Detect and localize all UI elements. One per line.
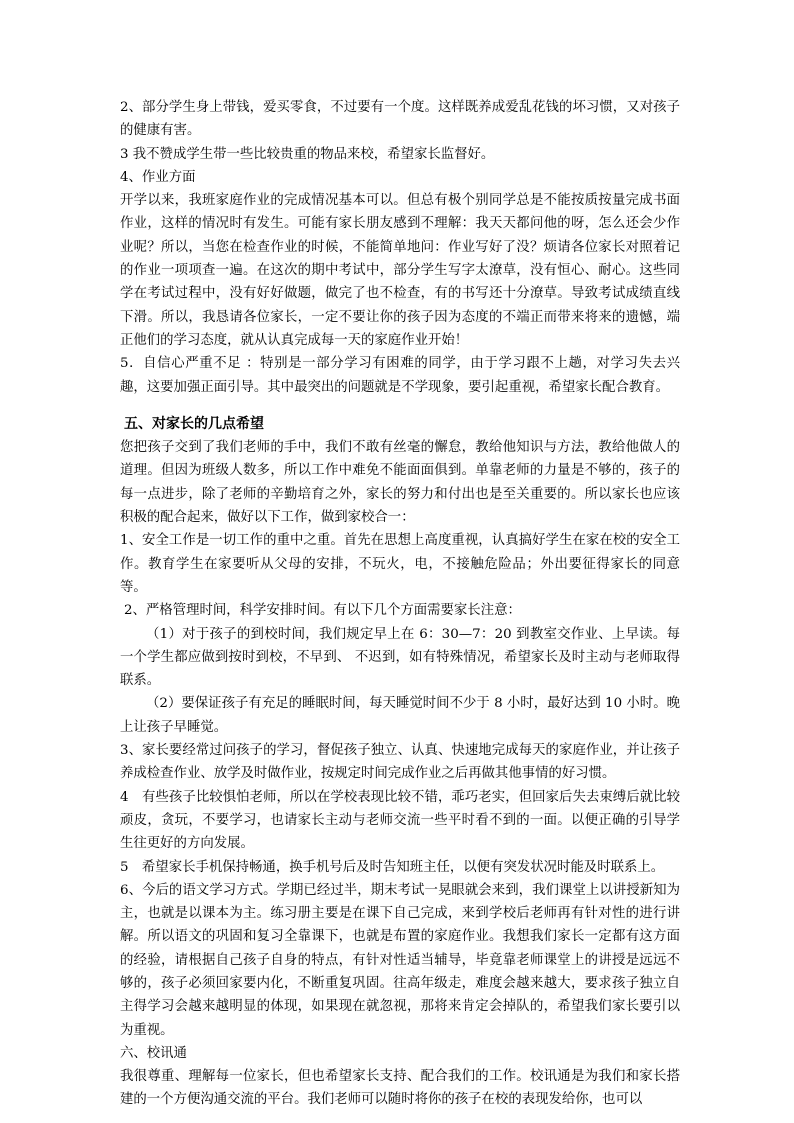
paragraph-phone: 5 希望家长手机保持畅通，换手机号后及时告知班主任，以便有突发状况时能及时联系上。 bbox=[120, 859, 665, 875]
paragraph-school-messaging: 我很尊重、理解每一位家长，但也希望家长支持、配合我们的工作。校讯通是为我们和家长搭建的一个方便沟通交流的平台。我们老师可以随时将你的孩子在校的表现发给你，也可以 bbox=[120, 1069, 680, 1108]
document-page bbox=[120, 96, 680, 1112]
paragraph-valuables: 3 我不赞成学生带一些比较贵重的物品来校，希望家长监督好。 bbox=[120, 146, 495, 162]
heading-homework: 4、作业方面 bbox=[120, 169, 196, 185]
section-heading-parent-hopes: 五、对家长的几点希望 bbox=[124, 415, 264, 432]
paragraph-communication: 4 有些孩子比较惧怕老师，所以在学校表现比较不错，乖巧老实，但回家后失去束缚后就比较顽皮，贪玩，不要学习，也请家长主动与老师交流一些平时看不到的一面。以便正确的引导学生往更好的方向发展。 bbox=[120, 789, 680, 852]
paragraph-arrival-time: （1）对于孩子的到校时间，我们规定早上在 6：30—7：20 到教室交作业、上早读。每一个学生都应做到按时到校，不早到、 不迟到，如有特殊情况，希望家长及时主动与老师取得联系。 bbox=[120, 626, 680, 689]
paragraph-confidence: 5．自信心严重不足 ：特别是一部分学习有困难的同学，由于学习跟不上趟，对学习失去兴趣，这要加强正面引导。其中最突出的问题就是不学现象，要引起重视，希望家长配合教育。 bbox=[120, 356, 680, 395]
paragraph-safety: 1、安全工作是一切工作的重中之重。首先在思想上高度重视，认真搞好学生在家在校的安全工作。教育学生在家要听从父母的安排，不玩火，电，不接触危险品；外出要征得家长的同意等。 bbox=[120, 533, 680, 595]
section-heading-school-messaging: 六、校讯通 bbox=[120, 1045, 187, 1061]
paragraph-chinese-study: 6、今后的语文学习方式。学期已经过半，期末考试一晃眼就会来到，我们课堂上以讲授新知为主，也就是以课本为主。练习册主要是在课下自己完成，来到学校后老师再有针对性的进行讲解。所以语文的巩固和复习全靠课下，也就是布置的家庭作业。我想我们家长一定都有这方面的经验，请根据自己孩子自身的特点，有针对性适当辅导，毕竟靠老师课堂上的讲授是远远不够的，孩子必须回家要内化，不断重复巩固。往高年级走，难度会越来越大，要求孩子独立自主得学习会越来越明显的体现，如果现在就忽视，那将来肯定会掉队的，希望我们家长要引以为重视。 bbox=[120, 882, 680, 1038]
section-gap bbox=[120, 399, 680, 413]
paragraph-time-management: 2、严格管理时间，科学安排时间。有以下几个方面需要家长注意： bbox=[124, 603, 521, 619]
paragraph-pocket-money: 2、部分学生身上带钱，爱买零食，不过要有一个度。这样既养成爱乱花钱的坏习惯，又对孩子的健康有害。 bbox=[120, 100, 680, 139]
paragraph-sleep: （2）要保证孩子有充足的睡眠时间，每天睡觉时间不少于 8 小时，最好达到 10 小时。晚上让孩子早睡觉。 bbox=[120, 696, 680, 735]
paragraph-homework: 开学以来，我班家庭作业的完成情况基本可以。但总有极个别同学总是不能按质按量完成书面作业，这样的情况时有发生。可能有家长朋友感到不理解：我天天都问他的呀，怎么还会少作业呢？所以，当您在检查作业的时候，不能简单地问：作业写好了没？烦请各位家长对照着记的作业一项项查一遍。在这次的期中考试中，部分学生写字太潦草，没有恒心、耐心。这些同学在考试过程中，没有好好做题，做完了也不检查，有的书写还十分潦草。导致考试成绩直线下滑。所以，我恳请各位家长，一定不要让你的孩子因为态度的不端正而带来将来的遗憾，端正他们的学习态度，就从认真完成每一天的家庭作业开始！ bbox=[120, 193, 680, 348]
paragraph-study-supervision: 3、家长要经常过问孩子的学习，督促孩子独立、认真、快速地完成每天的家庭作业，并让孩子养成检查作业、放学及时做作业，按规定时间完成作业之后再做其他事情的好习惯。 bbox=[120, 743, 680, 782]
paragraph-parent-intro: 您把孩子交到了我们老师的手中，我们不敢有丝毫的懈怠，教给他知识与方法，教给他做人的道理。但因为班级人数多，所以工作中难免不能面面俱到。单靠老师的力量是不够的，孩子的每一点进步，除了老师的辛勤培育之外，家长的努力和付出也是至关重要的。所以家长也应该积极的配合起来，做好以下工作，做到家校合一： bbox=[120, 440, 680, 526]
